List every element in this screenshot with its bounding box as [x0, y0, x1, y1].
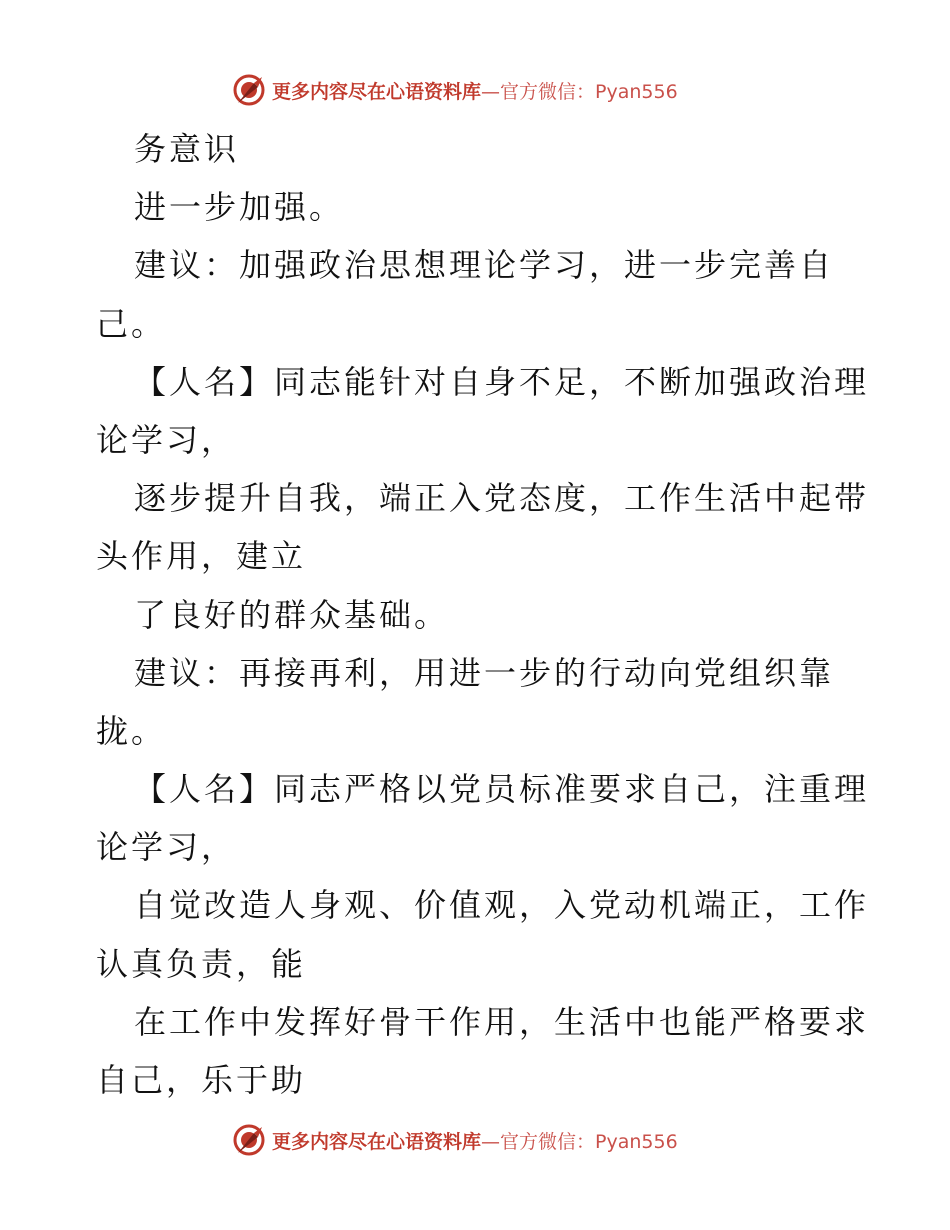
- body-line: 论学习，: [96, 420, 237, 459]
- header-account: Pyan556: [595, 80, 678, 103]
- body-line: 【人名】同志能针对自身不足，不断加强政治理: [134, 362, 870, 401]
- body-line: 建议：再接再利，用进一步的行动向党组织靠: [134, 653, 835, 692]
- body-line: 拢。: [96, 711, 167, 750]
- body-line: 务意识: [134, 130, 240, 168]
- body-line: 逐步提升自我，端正入党态度，工作生活中起带: [134, 479, 870, 518]
- body-line: 己。: [96, 304, 167, 343]
- body-line: 自觉改造人身观、价值观，入党动机端正，工作: [134, 886, 870, 925]
- header-dash: —: [481, 80, 501, 103]
- header-text: [272, 77, 678, 104]
- body-line: 自己，乐于助: [96, 1061, 307, 1099]
- footer-brand: 更多内容尽在心语资料库: [272, 1130, 482, 1153]
- header-brand: 更多内容尽在心语资料库: [272, 80, 482, 103]
- body-line: 【人名】同志严格以党员标准要求自己，注重理: [134, 770, 870, 809]
- body-line: 进一步加强。: [134, 188, 345, 227]
- footer-banner: [232, 1122, 678, 1158]
- body-line: 认真负责，能: [96, 944, 307, 983]
- body-line: 论学习，: [96, 828, 237, 867]
- footer-text: [272, 1127, 678, 1154]
- body-line: 在工作中发挥好骨干作用，生活中也能严格要求: [134, 1002, 870, 1041]
- body-line: 头作用，建立: [96, 537, 307, 576]
- pen-nib-logo-icon: [232, 1123, 266, 1157]
- body-line: 了良好的群众基础。: [134, 595, 450, 634]
- document-body: [96, 120, 876, 1109]
- footer-wechat-label: 官方微信：: [500, 1130, 596, 1153]
- footer-dash: —: [481, 1130, 501, 1153]
- body-line: 建议：加强政治思想理论学习，进一步完善自: [134, 246, 835, 285]
- header-banner: [232, 72, 678, 108]
- pen-nib-logo-icon: [232, 73, 266, 107]
- header-wechat-label: 官方微信：: [500, 80, 596, 103]
- footer-account: Pyan556: [595, 1130, 678, 1153]
